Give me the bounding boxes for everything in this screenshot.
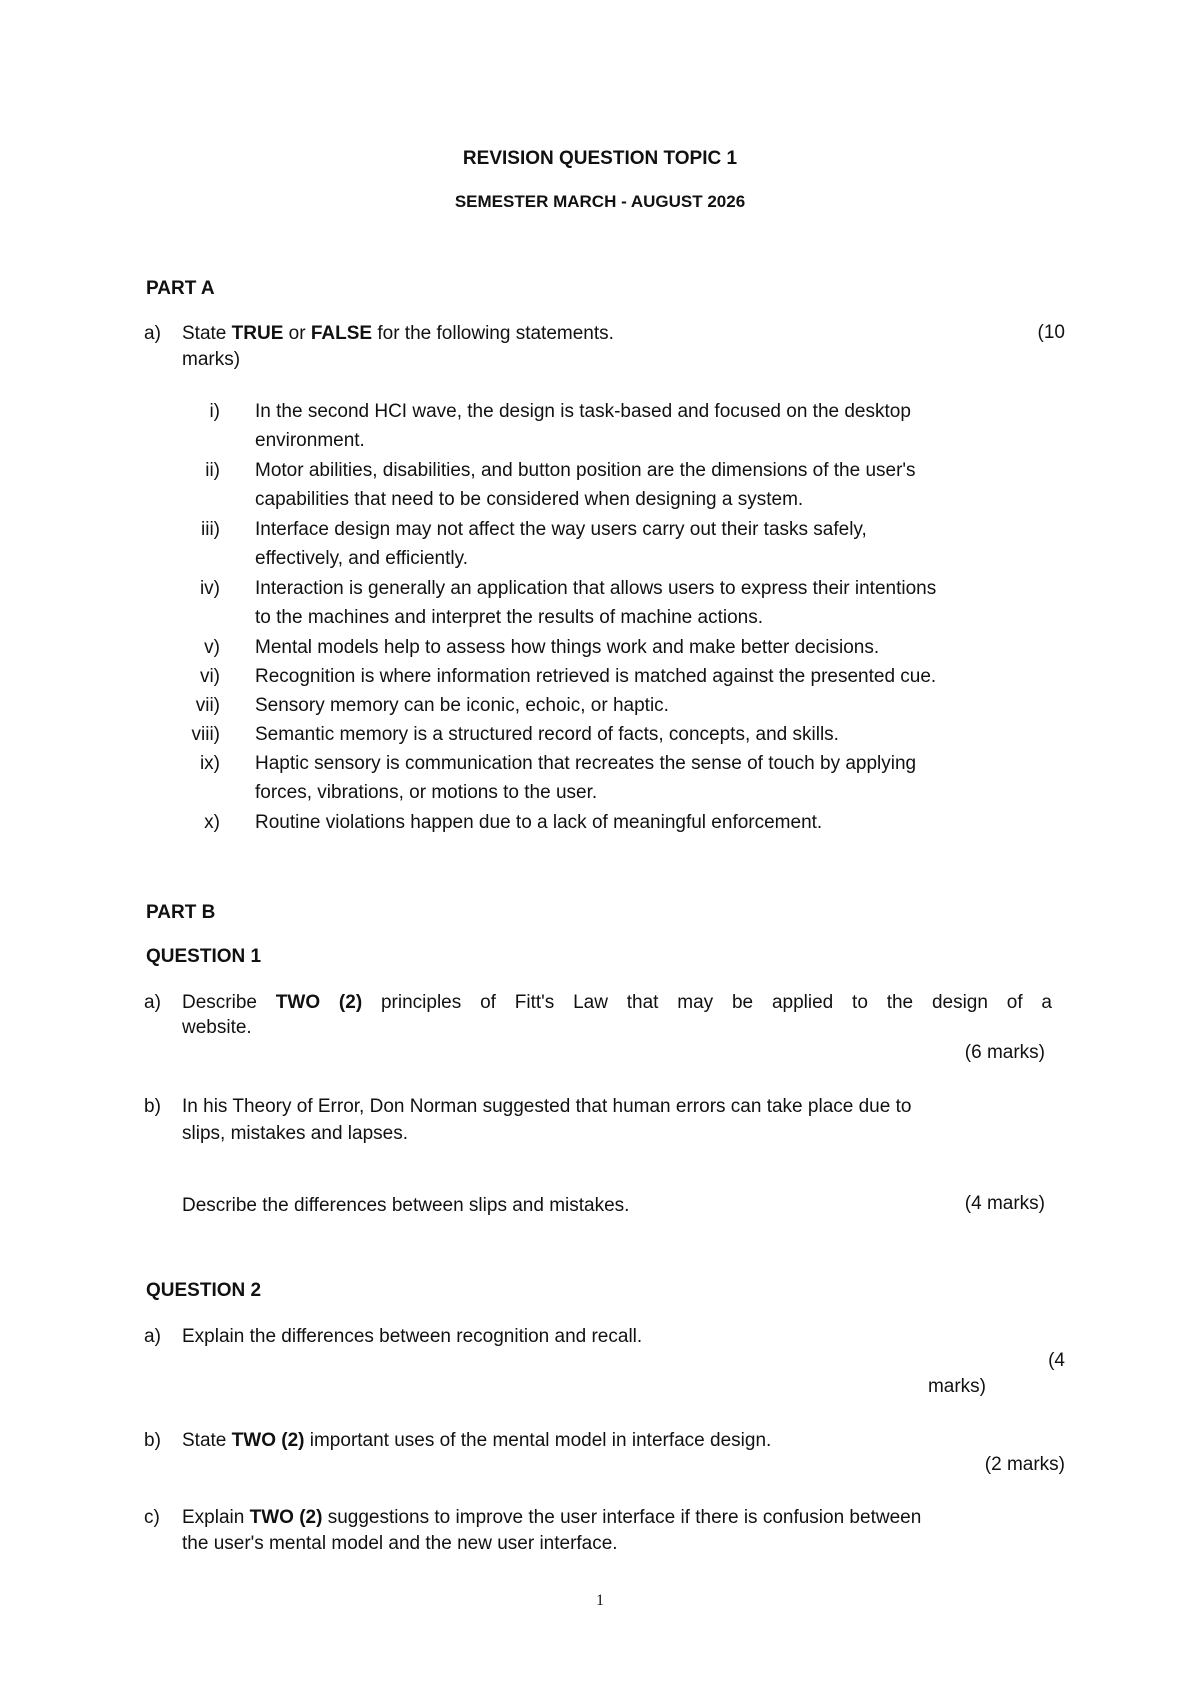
statement-number: ix) <box>199 753 220 774</box>
statement-number: x) <box>204 812 220 833</box>
statement-text: Interaction is generally an application that allows users to express their intentions to the machines and interpret the results of machine actions. <box>255 578 937 628</box>
part-a-marks-cont: marks) <box>182 349 241 370</box>
true-keyword: TRUE <box>231 323 284 344</box>
q2b-marks: (2 marks) <box>984 1454 1065 1475</box>
statement-text: Recognition is where information retrieved is matched against the presented cue. <box>255 666 937 687</box>
part-a-question-letter: a) <box>144 323 161 344</box>
q2b-letter: b) <box>144 1430 161 1451</box>
statement-number: vii) <box>195 695 220 716</box>
statement-text: Motor abilities, disabilities, and button position are the dimensions of the user's capabilities that need to be considered when designing a system. <box>255 460 916 510</box>
statement-text: Haptic sensory is communication that recreates the sense of touch by applying forces, vibrations, or motions to the user. <box>255 753 917 803</box>
statement-text: Routine violations happen due to a lack of meaningful enforcement. <box>255 812 823 833</box>
statement-number: viii) <box>191 724 220 745</box>
statement-text: Interface design may not affect the way users carry out their tasks safely, effectively, and efficiently. <box>255 519 867 569</box>
statement-text: Semantic memory is a structured record of facts, concepts, and skills. <box>255 724 839 745</box>
q2a-letter: a) <box>144 1326 161 1347</box>
q1a-marks: (6 marks) <box>964 1042 1045 1063</box>
statement-number: iv) <box>199 578 220 599</box>
statement-number: v) <box>204 637 220 658</box>
part-a-marks: (10 <box>1037 322 1065 343</box>
q1b-marks: (4 marks) <box>964 1193 1045 1214</box>
statement-text: Sensory memory can be iconic, echoic, or haptic. <box>255 695 669 716</box>
q2a-marks: (4 <box>1048 1350 1065 1371</box>
document-title: REVISION QUESTION TOPIC 1 <box>462 148 738 169</box>
q2c-letter: c) <box>144 1507 160 1528</box>
q2b-text: State TWO (2) important uses of the mental model in interface design. <box>182 1430 772 1451</box>
q2c-bold: TWO (2) <box>249 1507 323 1528</box>
part-a-heading: PART A <box>146 278 215 299</box>
question-1-heading: QUESTION 1 <box>146 946 262 967</box>
page-number: 1 <box>596 1592 604 1609</box>
part-a-question-text: State TRUE or FALSE for the following statements. <box>182 323 614 344</box>
q1a-letter: a) <box>144 992 161 1013</box>
statement-number: iii) <box>201 519 220 540</box>
q2c-text-line2: the user's mental model and the new user interface. <box>182 1533 618 1554</box>
q2b-bold: TWO (2) <box>231 1430 305 1451</box>
statement-number: ii) <box>205 460 220 481</box>
q1a-bold: TWO (2) <box>275 992 363 1013</box>
question-2-heading: QUESTION 2 <box>146 1280 262 1301</box>
q2a-marks-cont: marks) <box>927 1376 986 1397</box>
q1a-text-line2: website. <box>182 1017 252 1038</box>
q2c-text-line1: Explain TWO (2) suggestions to improve the user interface if there is confusion between <box>182 1507 922 1528</box>
q1a-text-line1: Describe TWO (2) principles of Fitt's Law that may be applied to the design of a <box>182 992 1052 1013</box>
semester-label: SEMESTER MARCH - AUGUST 2026 <box>454 192 746 211</box>
q1b-subtext: Describe the differences between slips and mistakes. <box>182 1195 630 1216</box>
q1b-letter: b) <box>144 1096 161 1117</box>
q1b-text: In his Theory of Error, Don Norman suggested that human errors can take place due to slips, mistakes and lapses. <box>182 1096 912 1144</box>
statement-text: In the second HCI wave, the design is task-based and focused on the desktop environment. <box>255 401 911 451</box>
part-b-heading: PART B <box>146 902 216 923</box>
statement-number: vi) <box>199 666 220 687</box>
statement-number: i) <box>209 401 220 422</box>
statement-text: Mental models help to assess how things work and make better decisions. <box>255 637 880 658</box>
false-keyword: FALSE <box>310 323 373 344</box>
q2a-text: Explain the differences between recognition and recall. <box>182 1326 643 1347</box>
